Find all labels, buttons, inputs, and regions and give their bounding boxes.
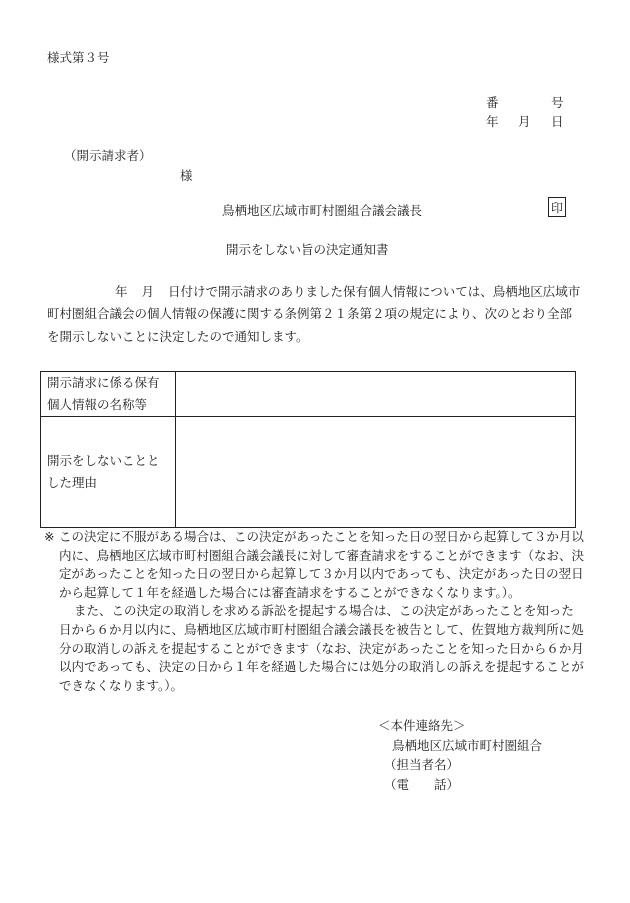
- row2-label-line2: した理由: [47, 475, 98, 490]
- row2-label: [41, 417, 176, 528]
- issuer-name: 鳥栖地区広域市町村圏組合議会議長: [222, 203, 423, 218]
- seal-mark: 印: [548, 197, 566, 217]
- contact-block: [378, 716, 542, 794]
- note-mark: ※: [44, 529, 55, 544]
- contact-phone: （電 話）: [384, 776, 460, 792]
- row2-value: [176, 417, 576, 528]
- date-day-label: 日: [551, 114, 564, 129]
- note-appeal: [44, 528, 584, 602]
- body-paragraph: [47, 281, 583, 348]
- number-label: 番: [486, 95, 499, 110]
- note-lawsuit: また、この決定の取消しを求める訴訟を提起する場合は、この決定があったことを知った日から６か月以内に、鳥栖地区広域市町村圏組合議会議長を被告として、佐賀地方裁判所に処分の取消しの訴えを提起することができます（なお、決定があったことを知った日から６か月以内であっても、決定の日から１年を経過した場合には処分の取消しの訴えを提起することができなくなります。）。: [59, 603, 584, 693]
- table-row: [41, 417, 576, 528]
- row2-label-line1: 開示をしないことと: [47, 453, 160, 469]
- body-text: 日付けで開示請求のありました保有個人情報については、鳥栖地区広域市町村圏組合議会の個人情報の保護に関する条例第２１条第２項の規定により、次のとおり全部を開示しないことに決定したので通知します。: [47, 284, 581, 344]
- body-month: 月: [141, 284, 155, 299]
- row1-label: [41, 372, 176, 417]
- contact-org: 鳥栖地区広域市町村圏組合: [392, 737, 543, 753]
- requester-label: （開示請求者）: [64, 148, 152, 163]
- info-table: [40, 371, 576, 528]
- date-month-label: 月: [518, 114, 531, 129]
- requester-honorific: 様: [180, 168, 193, 183]
- document-title: 開示をしない旨の決定通知書: [226, 242, 389, 257]
- contact-heading: ＜本件連絡先＞: [378, 718, 466, 733]
- table-row: [41, 372, 576, 417]
- notes-section: [44, 528, 584, 695]
- form-number: 様式第３号: [47, 50, 110, 65]
- contact-person: （担当者名）: [384, 757, 460, 772]
- date-year-label: 年: [486, 114, 499, 129]
- row1-label-line1: 開示請求に係る保有: [47, 375, 160, 391]
- number-suffix: 号: [551, 95, 564, 110]
- body-year: 年: [115, 284, 128, 299]
- row1-value: [176, 372, 576, 417]
- note-appeal-text: この決定に不服がある場合は、この決定があったことを知った日の翌日から起算して３か月以内に、鳥栖地区広域市町村圏組合議会議長に対して審査請求をすることができます（なお、決定があったことを知った日の翌日から起算して３か月以内であっても、決定があった日の翌日から起算して１年を経過した場合には審査請求をすることができなくなります。）。: [59, 529, 585, 600]
- row1-label-line2: 個人情報の名称等: [47, 397, 148, 412]
